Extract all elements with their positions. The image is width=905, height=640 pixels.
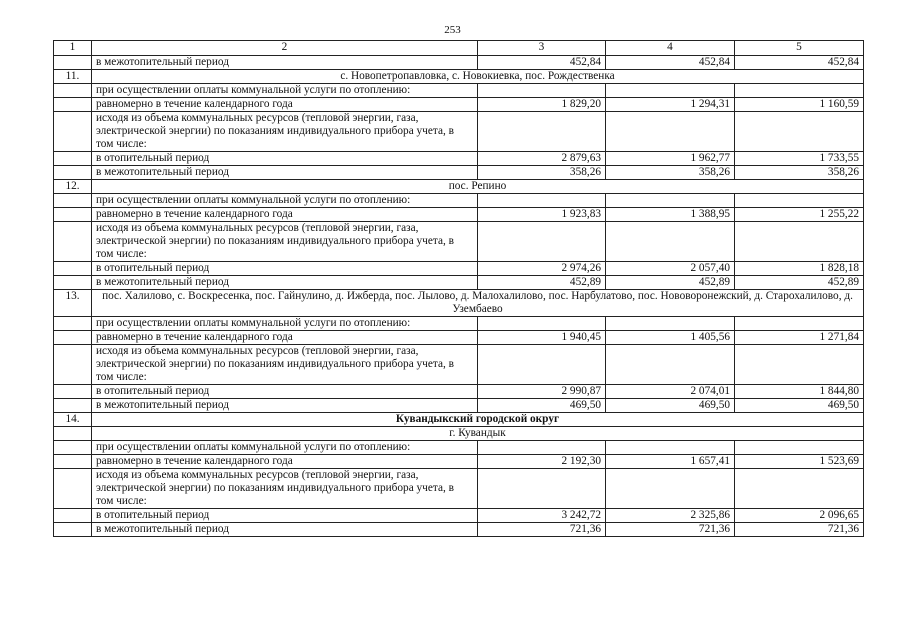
row-description: исходя из объема коммунальных ресурсов (тепловой энергии, газа, электрической энергии) по показаниям индивидуального прибора учета, в том числе:: [92, 345, 478, 385]
tariff-value: [735, 469, 864, 509]
row-number: [54, 276, 92, 290]
row-description: равномерно в течение календарного года: [92, 98, 478, 112]
tariff-value: 452,84: [606, 56, 735, 70]
row-number: [54, 194, 92, 208]
row-description: в межотопительный период: [92, 56, 478, 70]
row-description: в межотопительный период: [92, 276, 478, 290]
tariff-value: [478, 469, 606, 509]
tariff-value: 358,26: [606, 166, 735, 180]
locality-name: пос. Халилово, с. Воскресенка, пос. Гайнулино, д. Ижберда, пос. Лылово, д. Малохалилово, пос. Нарбулатово, пос. Нововоронежский, д. Старохалилово, д. Узембаево: [92, 290, 864, 317]
tariff-value: 1 828,18: [735, 262, 864, 276]
row-number: 14.: [54, 413, 92, 427]
tariff-value: 1 962,77: [606, 152, 735, 166]
row-number: [54, 469, 92, 509]
row-number: [54, 208, 92, 222]
table-row: [54, 331, 864, 345]
tariff-value: [735, 345, 864, 385]
tariff-value: [478, 441, 606, 455]
tariff-value: 2 057,40: [606, 262, 735, 276]
row-description: при осуществлении оплаты коммунальной услуги по отоплению:: [92, 441, 478, 455]
tariff-value: 452,84: [735, 56, 864, 70]
tariff-value: [735, 194, 864, 208]
tariff-value: 2 325,86: [606, 509, 735, 523]
table-row: [54, 385, 864, 399]
column-header: 2: [92, 41, 478, 56]
column-header: 4: [606, 41, 735, 56]
row-number: 13.: [54, 290, 92, 317]
tariff-value: 452,89: [735, 276, 864, 290]
table-row: [54, 399, 864, 413]
locality-row: [54, 180, 864, 194]
table-row: [54, 208, 864, 222]
tariff-value: 2 974,26: [478, 262, 606, 276]
row-number: [54, 112, 92, 152]
row-description: равномерно в течение календарного года: [92, 208, 478, 222]
tariff-value: [606, 112, 735, 152]
row-number: [54, 262, 92, 276]
tariff-table-body: [54, 41, 864, 537]
tariff-table: [53, 40, 864, 537]
row-number: [54, 317, 92, 331]
locality-name: с. Новопетропавловка, с. Новокиевка, пос. Рождественка: [92, 70, 864, 84]
table-row: [54, 441, 864, 455]
tariff-value: [606, 441, 735, 455]
tariff-value: [606, 222, 735, 262]
row-description: исходя из объема коммунальных ресурсов (тепловой энергии, газа, электрической энергии) по показаниям индивидуального прибора учета, в том числе:: [92, 112, 478, 152]
tariff-value: 1 733,55: [735, 152, 864, 166]
table-row: [54, 112, 864, 152]
locality-name: пос. Репино: [92, 180, 864, 194]
tariff-value: 1 523,69: [735, 455, 864, 469]
table-row: [54, 317, 864, 331]
column-header: 5: [735, 41, 864, 56]
tariff-value: [478, 345, 606, 385]
tariff-value: 1 923,83: [478, 208, 606, 222]
tariff-value: [478, 317, 606, 331]
row-number: 12.: [54, 180, 92, 194]
table-row: [54, 166, 864, 180]
tariff-value: 1 405,56: [606, 331, 735, 345]
row-description: исходя из объема коммунальных ресурсов (тепловой энергии, газа, электрической энергии) по показаниям индивидуального прибора учета, в том числе:: [92, 222, 478, 262]
table-row: [54, 455, 864, 469]
table-row: [54, 345, 864, 385]
tariff-value: [478, 112, 606, 152]
table-row: [54, 152, 864, 166]
row-number: [54, 455, 92, 469]
locality-row: [54, 413, 864, 427]
row-description: в отопительный период: [92, 509, 478, 523]
table-row: [54, 276, 864, 290]
row-description: равномерно в течение календарного года: [92, 331, 478, 345]
column-header: 1: [54, 41, 92, 56]
row-number: [54, 399, 92, 413]
tariff-value: 469,50: [478, 399, 606, 413]
tariff-value: 2 990,87: [478, 385, 606, 399]
row-number: [54, 166, 92, 180]
table-row: [54, 262, 864, 276]
tariff-value: 358,26: [478, 166, 606, 180]
locality-row: [54, 427, 864, 441]
column-header-row: [54, 41, 864, 56]
row-number: [54, 385, 92, 399]
row-number: [54, 222, 92, 262]
tariff-value: [735, 84, 864, 98]
table-row: [54, 56, 864, 70]
tariff-value: 721,36: [606, 523, 735, 537]
table-row: [54, 194, 864, 208]
row-number: [54, 509, 92, 523]
row-description: в отопительный период: [92, 385, 478, 399]
table-row: [54, 469, 864, 509]
tariff-value: 358,26: [735, 166, 864, 180]
tariff-value: 3 242,72: [478, 509, 606, 523]
table-row: [54, 523, 864, 537]
table-row: [54, 222, 864, 262]
tariff-value: 2 879,63: [478, 152, 606, 166]
row-description: в межотопительный период: [92, 166, 478, 180]
row-description: равномерно в течение календарного года: [92, 455, 478, 469]
tariff-value: 1 657,41: [606, 455, 735, 469]
row-number: [54, 152, 92, 166]
row-description: в межотопительный период: [92, 523, 478, 537]
row-description: при осуществлении оплаты коммунальной услуги по отоплению:: [92, 194, 478, 208]
tariff-value: [735, 317, 864, 331]
row-description: в межотопительный период: [92, 399, 478, 413]
row-description: в отопительный период: [92, 262, 478, 276]
table-row: [54, 509, 864, 523]
tariff-value: [478, 222, 606, 262]
column-header: 3: [478, 41, 606, 56]
row-number: [54, 441, 92, 455]
row-description: в отопительный период: [92, 152, 478, 166]
tariff-value: 1 271,84: [735, 331, 864, 345]
row-number: [54, 345, 92, 385]
row-number: [54, 84, 92, 98]
tariff-value: 1 940,45: [478, 331, 606, 345]
row-description: при осуществлении оплаты коммунальной услуги по отоплению:: [92, 84, 478, 98]
row-number: [54, 331, 92, 345]
tariff-value: 1 844,80: [735, 385, 864, 399]
locality-name: г. Кувандык: [92, 427, 864, 441]
tariff-value: 452,89: [478, 276, 606, 290]
row-number: 11.: [54, 70, 92, 84]
tariff-value: 469,50: [606, 399, 735, 413]
tariff-value: [735, 222, 864, 262]
tariff-value: [606, 317, 735, 331]
locality-row: [54, 290, 864, 317]
tariff-value: 2 074,01: [606, 385, 735, 399]
tariff-value: [606, 84, 735, 98]
locality-name: Кувандыкский городской округ: [92, 413, 864, 427]
row-number: [54, 427, 92, 441]
tariff-value: 2 192,30: [478, 455, 606, 469]
row-description: при осуществлении оплаты коммунальной услуги по отоплению:: [92, 317, 478, 331]
table-row: [54, 98, 864, 112]
tariff-value: 2 096,65: [735, 509, 864, 523]
tariff-value: 452,89: [606, 276, 735, 290]
tariff-value: [478, 194, 606, 208]
tariff-value: 469,50: [735, 399, 864, 413]
tariff-value: [606, 469, 735, 509]
tariff-value: 1 829,20: [478, 98, 606, 112]
row-number: [54, 523, 92, 537]
tariff-value: 721,36: [735, 523, 864, 537]
row-number: [54, 56, 92, 70]
tariff-value: 1 160,59: [735, 98, 864, 112]
tariff-value: [606, 194, 735, 208]
tariff-value: 452,84: [478, 56, 606, 70]
tariff-value: [735, 441, 864, 455]
tariff-value: 1 255,22: [735, 208, 864, 222]
tariff-value: [478, 84, 606, 98]
page-number: 253: [444, 24, 461, 36]
row-number: [54, 98, 92, 112]
tariff-value: 1 294,31: [606, 98, 735, 112]
row-description: исходя из объема коммунальных ресурсов (тепловой энергии, газа, электрической энергии) по показаниям индивидуального прибора учета, в том числе:: [92, 469, 478, 509]
tariff-value: 1 388,95: [606, 208, 735, 222]
tariff-value: [606, 345, 735, 385]
tariff-value: 721,36: [478, 523, 606, 537]
tariff-value: [735, 112, 864, 152]
table-row: [54, 84, 864, 98]
locality-row: [54, 70, 864, 84]
